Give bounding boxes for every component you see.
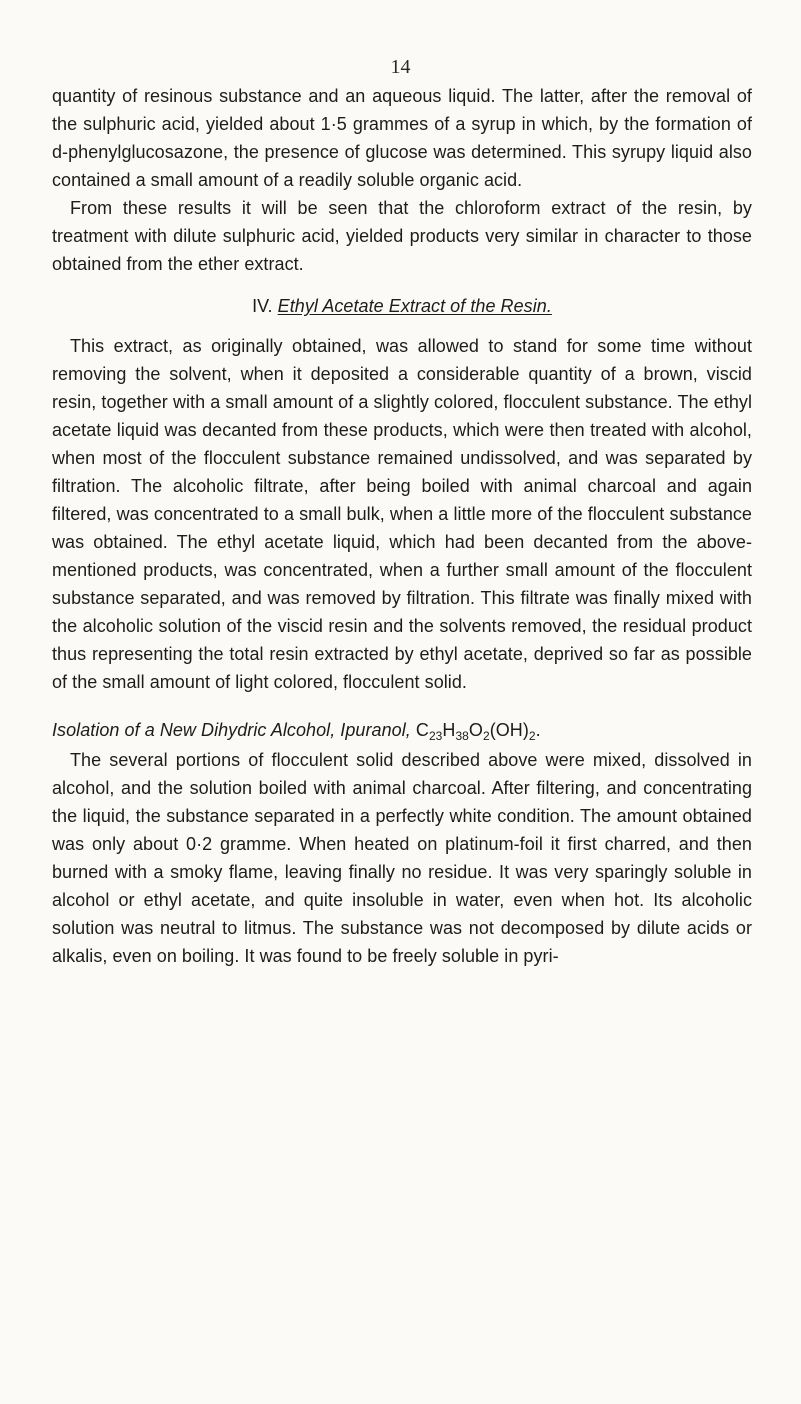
paragraph-ethyl-acetate-extract: This extract, as originally obtained, was allowed to stand for some time without removing the solvent, when it deposited a considerable quantity of a brown, viscid resin, together with a small amount of a slightly colored, flocculent substance. The ethyl acetate liquid was decanted from these products, which were then treated with alcohol, when most of the flocculent substance remained undissolved, and was separated by filtration. The alcoholic filtrate, after being boiled with animal charcoal and again filtered, was concentrated to a small bulk, when a little more of the flocculent substance was obtained. The ethyl acetate liquid, which had been decanted from the above-mentioned products, was concentrated, when a further small amount of the flocculent substance separated, and was removed by filtration. This filtrate was finally mixed with the alcoholic solution of the viscid resin and the solvents removed, the residual product thus representing the total resin extracted by ethyl acetate, deprived so far as possible of the small amount of light colored, flocculent solid. [52,336,752,692]
page-number: 14 [390,56,411,78]
document-body [52,82,752,970]
formula-hydrogen-count: 38 [455,729,469,743]
section-title: Ethyl Acetate Extract of the Resin. [277,296,552,316]
subsection-title: Isolation of a New Dihydric Alcohol, Ipuranol, [52,720,411,740]
formula-carbon-count: 23 [428,729,443,743]
section-heading-iv [52,292,752,320]
formula-carbon: C [415,720,429,740]
subsection-heading-ipuranol [52,716,752,744]
formula-hydroxyl: (OH) [489,720,529,740]
section-number: IV. [252,296,273,316]
formula-oxygen: O [468,720,483,740]
paragraph-glucose-syrup: quantity of resinous substance and an aqueous liquid. The latter, after the removal of the sulphuric acid, yielded about 1·5 grammes of a syrup in which, by the formation of d-phenylglucosazone, the presence of glucose was determined. This syrupy liquid also contained a small amount of a readily soluble organic acid. [52,86,752,190]
ipuranol-formula [415,720,541,743]
formula-period: . [535,720,541,740]
formula-hydroxyl-count: 2 [528,729,536,743]
formula-hydrogen: H [442,720,456,740]
paragraph-chloroform-conclusion: From these results it will be seen that the chloroform extract of the resin, by treatment with dilute sulphuric acid, yielded products very similar in character to those obtained from the ether extract. [52,198,752,274]
formula-oxygen-count: 2 [482,729,490,743]
paragraph-ipuranol-isolation: The several portions of flocculent solid described above were mixed, dissolved in alcohol, and the solution boiled with animal charcoal. After filtering, and concentrating the liquid, the substance separated in a perfectly white condition. The amount obtained was only about 0·2 gramme. When heated on platinum-foil it first charred, and then burned with a smoky flame, leaving finally no residue. It was very sparingly soluble in alcohol or ethyl acetate, and quite insoluble in water, even when hot. Its alcoholic solution was neutral to litmus. The substance was not decomposed by dilute acids or alkalis, even on boiling. It was found to be freely soluble in pyri- [52,750,752,966]
